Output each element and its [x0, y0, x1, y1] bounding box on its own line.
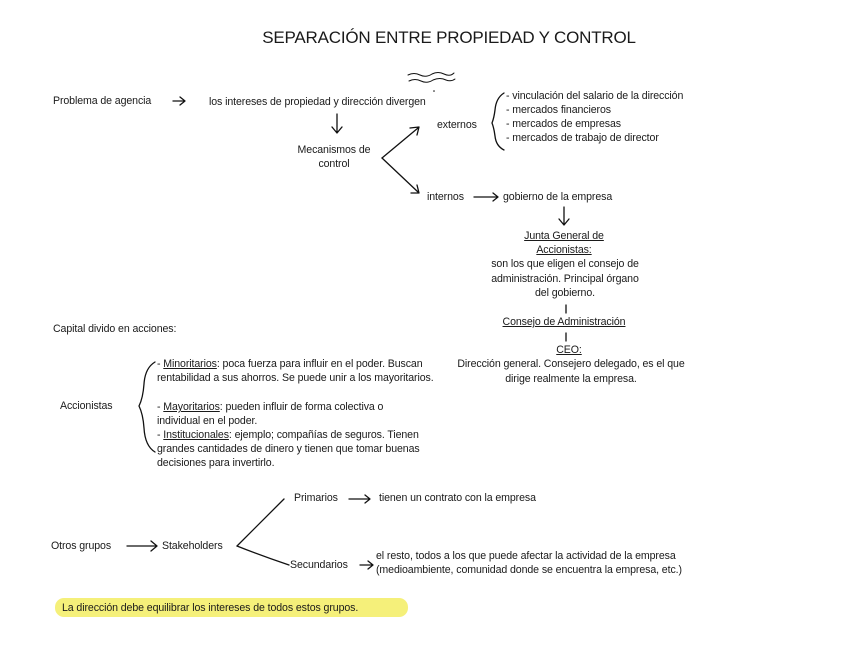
handwritten-annotation — [408, 73, 455, 92]
external-item: - vinculación del salario de la dirección — [506, 90, 684, 102]
secundarios-label: Secundarios — [290, 559, 348, 571]
institucionales-item: - Institucionales: ejemplo; compañías de seguros. Tienen grandes cantidades de dinero y tienen que tomar buenas decisiones para invertirlo. — [157, 429, 420, 469]
agency-label: Problema de agencia — [53, 95, 152, 107]
institucionales-term: Institucionales — [163, 429, 229, 441]
arrow-stakeholders — [127, 541, 157, 551]
junta-title: Junta General de Accionistas: — [524, 230, 604, 256]
mayoritarios-text: : pueden influir de forma colectiva o individual en el poder. — [157, 401, 384, 427]
arrow-gobierno — [474, 193, 498, 201]
arrow-externos — [382, 127, 419, 158]
ceo-description: Dirección general. Consejero delegado, es el que dirige realmente la empresa. — [457, 358, 685, 385]
branch-primarios — [237, 499, 284, 546]
mayoritarios-item: - Mayoritarios: pueden influir de forma colectiva o individual en el poder. — [157, 401, 384, 427]
brace-externos — [492, 93, 504, 150]
secundarios-description-line2: (medioambiente, comunidad donde se encuentra la empresa, etc.) — [376, 564, 682, 576]
minoritarios-text: : poca fuerza para influir en el poder. Buscan rentabilidad a sus ahorros. Se puede unir a los mayoritarios. — [157, 358, 434, 384]
branch-secundarios — [237, 546, 289, 565]
institucionales-text: : ejemplo; compañías de seguros. Tienen grandes cantidades de dinero y tienen que tomar buenas decisiones para invertirlo. — [157, 429, 420, 469]
secundarios-description-line1: el resto, todos a los que puede afectar la actividad de la empresa — [376, 550, 676, 562]
consejo-label: Consejo de Administración — [502, 316, 626, 328]
junta-description: son los que eligen el consejo de administración. Principal órgano del gobierno. — [491, 258, 639, 299]
primarios-description: tienen un contrato con la empresa — [379, 492, 536, 504]
otros-grupos-label: Otros grupos — [51, 540, 112, 552]
highlight-note: La dirección debe equilibrar los intereses de todos estos grupos. — [62, 602, 359, 614]
stakeholders-label: Stakeholders — [162, 540, 223, 552]
arrow-to-mecanismos — [332, 114, 342, 133]
minoritarios-item: - Minoritarios: poca fuerza para influir en el poder. Buscan rentabilidad a sus ahorros. Se puede unir a los mayoritarios. — [157, 358, 434, 384]
mayoritarios-term: Mayoritarios — [163, 401, 220, 413]
agency-statement: los intereses de propiedad y dirección divergen — [209, 96, 426, 108]
page-title: SEPARACIÓN ENTRE PROPIEDAD Y CONTROL — [262, 28, 636, 47]
accionistas-label: Accionistas — [60, 400, 113, 412]
mecanismos-label: Mecanismos de control — [297, 144, 371, 170]
arrow-to-junta — [559, 207, 569, 225]
external-item: - mercados de trabajo de director — [506, 132, 659, 144]
brace-accionistas — [139, 362, 155, 452]
external-item: - mercados financieros — [506, 104, 611, 116]
internos-label: internos — [427, 191, 464, 203]
primarios-label: Primarios — [294, 492, 338, 504]
arrow-agency — [173, 97, 185, 105]
arrow-primarios — [349, 495, 370, 503]
ceo-title: CEO: — [556, 344, 582, 356]
arrow-secundarios — [360, 561, 373, 569]
arrow-internos — [382, 158, 419, 193]
gobierno-label: gobierno de la empresa — [503, 191, 613, 203]
external-item: - mercados de empresas — [506, 118, 621, 130]
minoritarios-term: Minoritarios — [163, 358, 217, 370]
externos-label: externos — [437, 119, 477, 131]
capital-heading: Capital divido en acciones: — [53, 323, 177, 335]
